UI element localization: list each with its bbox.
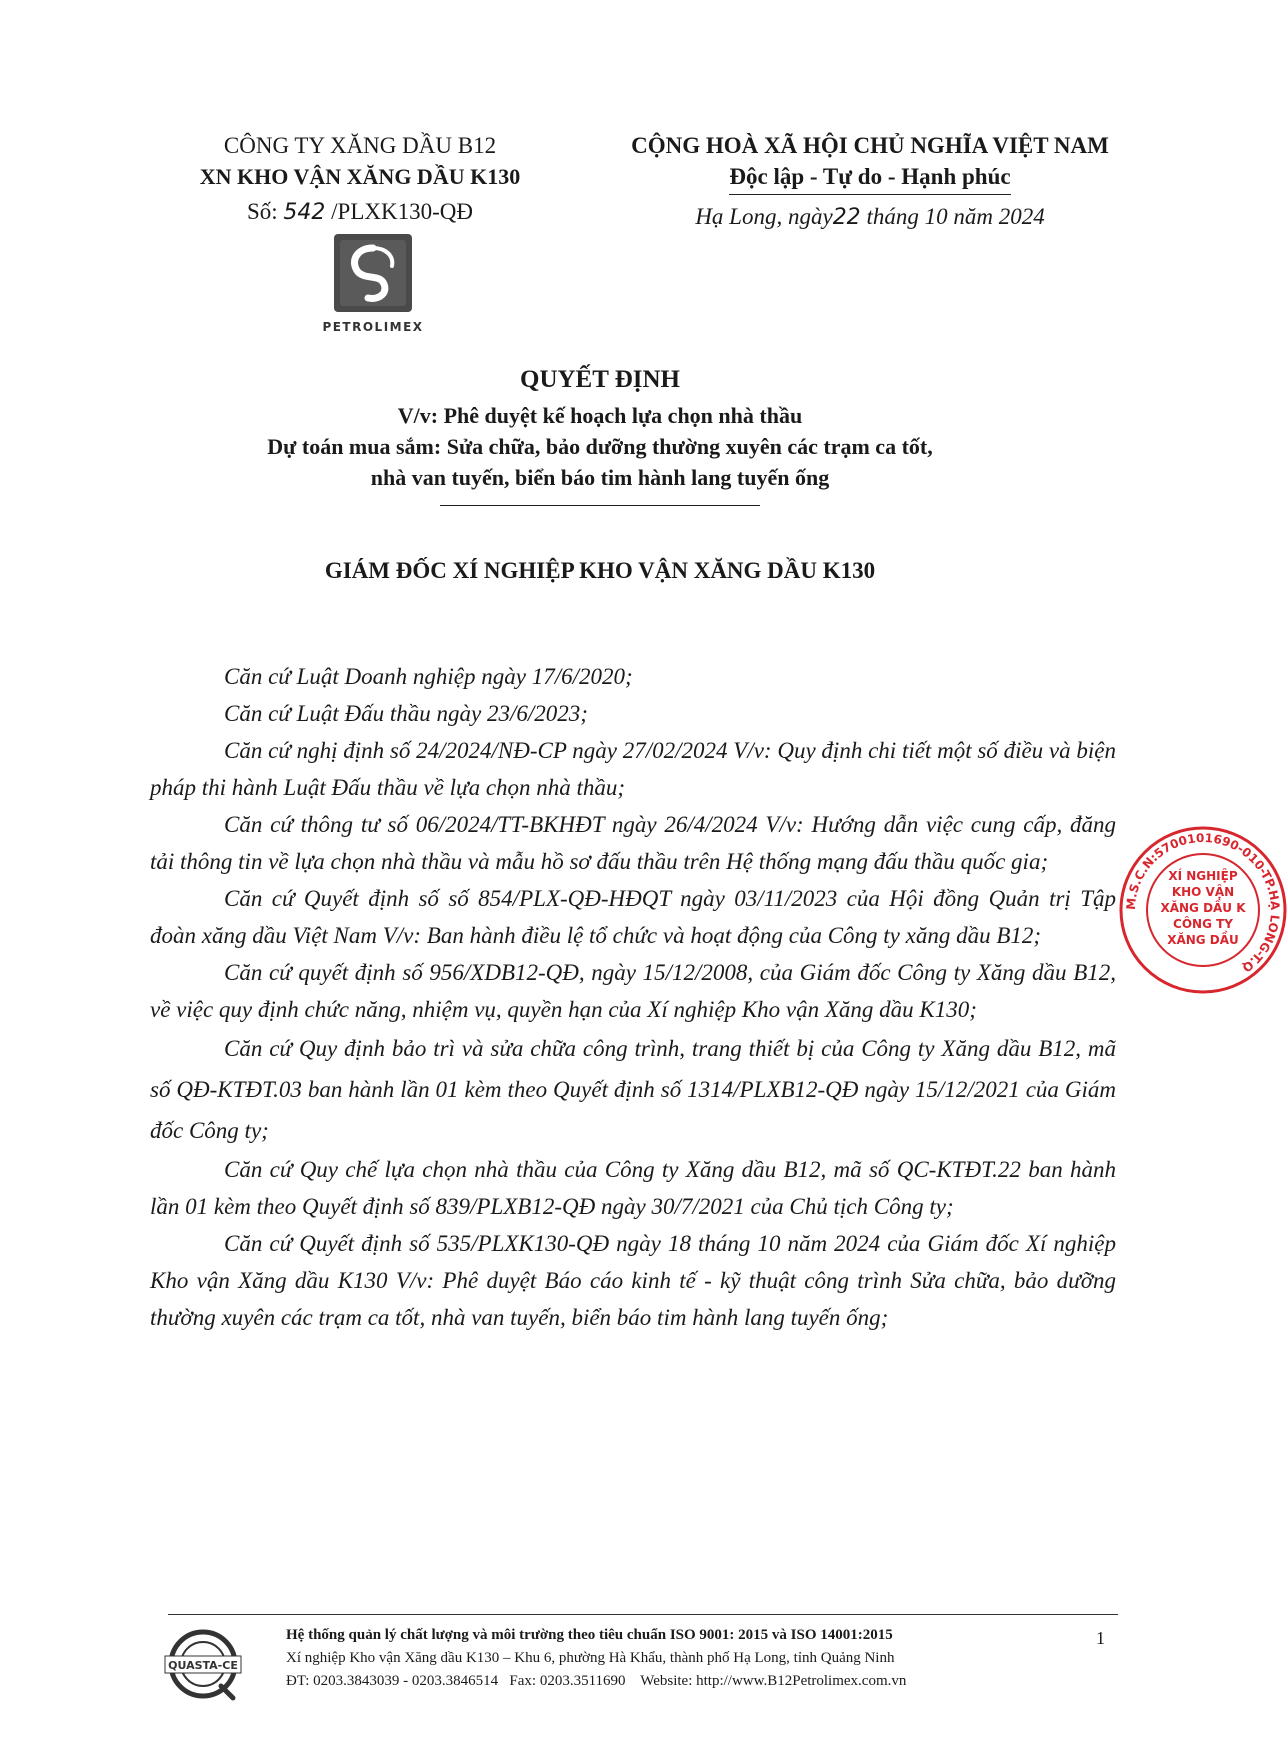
decision-heading: QUYẾT ĐỊNH <box>520 366 680 393</box>
quasta-certification-logo <box>163 1624 243 1704</box>
paragraph: Căn cứ nghị định số 24/2024/NĐ-CP ngày 27/02/2024 V/v: Quy định chi tiết một số điều và biện pháp thi hành Luật Đấu thầu về lựa chọn nhà thầu; <box>150 738 1116 800</box>
footer-info <box>286 1624 1106 1693</box>
title-divider <box>440 505 760 506</box>
footer-contact: ĐT: 0203.3843039 - 0203.3846514 Fax: 0203.3511690 Website: http://www.B12Petrolimex.com.vn <box>286 1673 907 1689</box>
paragraph: Căn cứ Quyết định số 535/PLXK130-QĐ ngày 18 tháng 10 năm 2024 của Giám đốc Xí nghiệp Kho vận Xăng dầu K130 V/v: Phê duyệt Báo cáo kinh tế - kỹ thuật công trình Sửa chữa, bảo dưỡng thường xuyên các trạm ca tốt, nhà van tuyến, biển báo tim hành lang tuyến ống; <box>150 1231 1116 1330</box>
footer-iso-line: Hệ thống quản lý chất lượng và môi trường theo tiêu chuẩn ISO 9001: 2015 và ISO 14001:2015 <box>286 1627 893 1643</box>
issuer-block <box>150 130 570 233</box>
subject-line-1: V/v: Phê duyệt kế hoạch lựa chọn nhà thầu <box>397 403 803 428</box>
issue-date <box>590 195 1150 240</box>
footer-divider <box>168 1614 1118 1615</box>
nation-name: CỘNG HOÀ XÃ HỘI CHỦ NGHĨA VIỆT NAM <box>631 133 1109 158</box>
seal-line: XĂNG DẦU <box>1167 933 1239 947</box>
seal-ring-text: M.S.C.N:5700101690-010-TP.HẠ LONG-T.Q <box>1123 830 1283 976</box>
paragraph: Căn cứ Quy định bảo trì và sửa chữa công trình, trang thiết bị của Công ty Xăng dầu B12, mã số QĐ-KTĐT.03 ban hành lần 01 kèm theo Quyết định số 1314/PLXB12-QĐ ngày 15/12/2021 của Giám đốc Công ty; <box>150 1036 1116 1143</box>
petrolimex-mark-icon <box>334 234 412 312</box>
seal-line: XĂNG DẦU K <box>1160 901 1246 915</box>
director-heading: GIÁM ĐỐC XÍ NGHIỆP KHO VẬN XĂNG DẦU K130 <box>324 558 876 583</box>
date-prefix: Hạ Long, ngày <box>695 204 833 229</box>
subject-line-3: nhà van tuyến, biển báo tim hành lang tuyến ống <box>370 465 830 490</box>
logo-wordmark: PETROLIMEX <box>322 320 424 334</box>
paragraph: Căn cứ Luật Doanh nghiệp ngày 17/6/2020; <box>224 664 633 689</box>
company-seal <box>1118 825 1288 995</box>
paragraph: Căn cứ quyết định số 956/XDB12-QĐ, ngày 15/12/2008, của Giám đốc Công ty Xăng dầu B12, về việc quy định chức năng, nhiệm vụ, quyền hạn của Xí nghiệp Kho vận Xăng dầu K130; <box>150 960 1116 1022</box>
subject-line-2: Dự toán mua sắm: Sửa chữa, bảo dưỡng thường xuyên các trạm ca tốt, <box>267 434 933 459</box>
number-suffix: /PLXK130-QĐ <box>331 199 474 224</box>
seal-line: KHO VẬN <box>1171 885 1235 899</box>
paragraph: Căn cứ Luật Đấu thầu ngày 23/6/2023; <box>224 701 588 726</box>
handwritten-number: 542 <box>283 200 326 225</box>
date-suffix: tháng 10 năm 2024 <box>866 204 1045 229</box>
quasta-logo-text: QUASTA-CE <box>168 1659 238 1672</box>
national-motto: Độc lập - Tự do - Hạnh phúc <box>729 162 1010 195</box>
paragraph: Căn cứ thông tư số 06/2024/TT-BKHĐT ngày 26/4/2024 V/v: Hướng dẫn việc cung cấp, đăng tải thông tin về lựa chọn nhà thầu và mẫu hồ sơ đấu thầu trên Hệ thống mạng đấu thầu quốc gia; <box>150 812 1116 874</box>
seal-line: XÍ NGHIỆP <box>1168 869 1238 883</box>
national-header <box>590 130 1150 240</box>
unit-name: XN KHO VẬN XĂNG DẦU K130 <box>199 164 521 189</box>
document-number <box>150 192 570 233</box>
footer-address: Xí nghiệp Kho vận Xăng dầu K130 – Khu 6, phường Hà Khẩu, thành phố Hạ Long, tỉnh Quảng Ninh <box>286 1650 895 1666</box>
number-prefix: Số: <box>246 199 278 224</box>
paragraph: Căn cứ Quyết định số số 854/PLX-QĐ-HĐQT ngày 03/11/2023 của Hội đồng Quản trị Tập đoàn xăng dầu Việt Nam V/v: Ban hành điều lệ tổ chức và hoạt động của Công ty xăng dầu B12; <box>150 886 1116 948</box>
decision-title <box>150 360 1050 511</box>
seal-line: CÔNG TY <box>1173 917 1233 931</box>
paragraph: Căn cứ Quy chế lựa chọn nhà thầu của Công ty Xăng dầu B12, mã số QC-KTĐT.22 ban hành lần 01 kèm theo Quyết định số 839/PLXB12-QĐ ngày 30/7/2021 của Chủ tịch Công ty; <box>150 1157 1116 1219</box>
petrolimex-logo <box>310 234 436 334</box>
company-name: CÔNG TY XĂNG DẦU B12 <box>223 133 497 158</box>
document-body <box>150 658 1116 1336</box>
handwritten-day: 22 <box>832 205 861 230</box>
page-number: 1 <box>1096 1628 1105 1648</box>
